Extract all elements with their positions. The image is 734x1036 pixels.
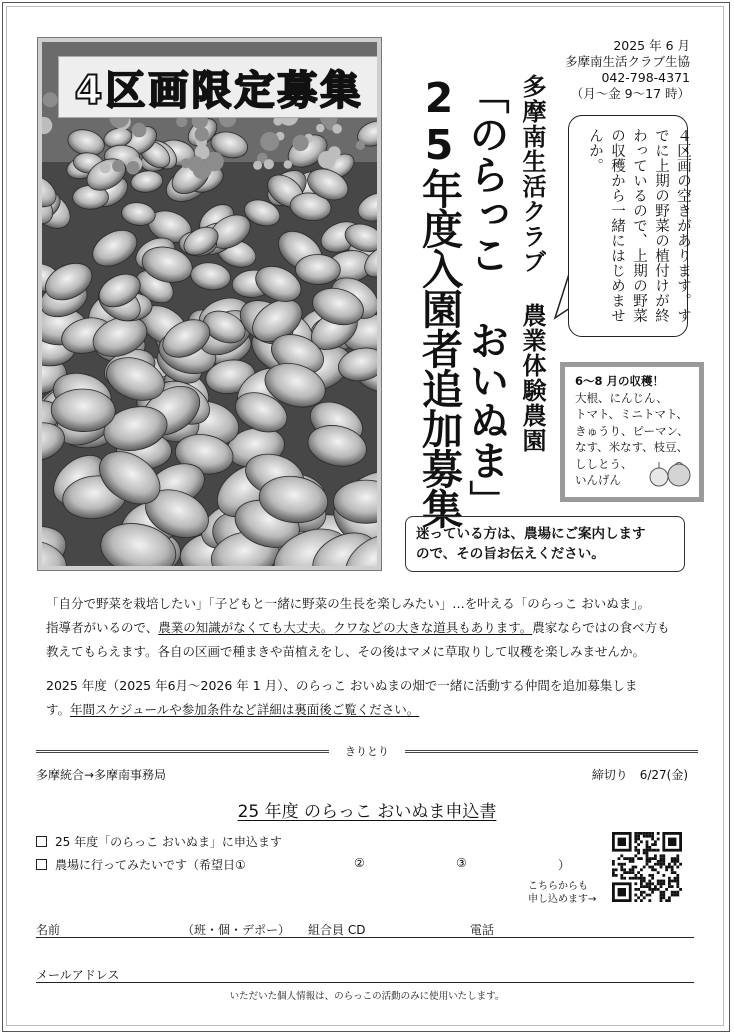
contact-org: 多摩南生活クラブ生協 [564,54,690,69]
leaf-shape [132,123,147,138]
visit-close-paren: ） [558,858,571,872]
leaf-shape [332,124,342,134]
leaf-shape [293,135,309,151]
leaf-shape [188,156,204,172]
qr-note-line-2: 申し込めます→ [528,894,597,905]
period-line-1: 2025 年度（2025 年6月～2026 年 1 月）、のらっこ おいぬまの畑で一緒に活動する仲間を追加募集しま [46,678,638,693]
type-label: （班・個・デポー） [182,923,291,937]
leaf-shape [43,92,58,107]
name-field-row[interactable] [36,921,694,938]
leaf-shape [112,160,124,172]
apply-check-row[interactable] [36,833,282,850]
harvest-line: トマト、ミニトマト、 [575,407,688,421]
guide-line-1: 迷っている方は、農場にご案内します [416,526,646,542]
visit-date-2: ② [354,856,365,870]
field-photo [38,38,381,570]
harvest-title: 6～8 月の収穫！ [575,374,665,388]
leaf-shape [195,127,209,141]
leaf-shape [100,163,111,174]
harvest-line: 大根、にんじん、 [575,390,668,405]
recruit-title: 25年度入園者追加募集 [415,74,463,528]
period-line-2 [46,698,706,722]
guide-box [405,516,685,572]
leaf-shape [318,151,336,169]
harvest-line: いんげん [575,473,621,487]
qr-code-icon[interactable] [612,832,682,902]
visit-check-row[interactable] [36,856,576,873]
intro-text: 指導者がいるので、 [46,620,159,635]
intro-line-1: 「自分で野菜を栽培したい」「子どもと一緒に野菜の生長を楽しみたい」…を叶える「のらっこ おいぬま」。 [46,596,650,611]
email-label: メールアドレス [36,968,120,982]
name-label: 名前 [36,923,61,937]
intro-highlight: 農業の知識がなくても大丈夫。 [158,620,334,635]
vegetable-field-illustration [42,42,377,566]
cut-dash-right [405,750,698,753]
cut-line [36,743,698,759]
harvest-line: きゅうり、ピーマン、 [575,423,689,438]
apply-checkbox[interactable] [36,836,47,847]
leaf-shape [264,159,274,169]
harvest-line: ししとう、 [575,456,633,471]
guide-line-2: ので、その旨お伝えください。 [416,546,605,562]
contact-info [565,38,690,102]
leaf-shape [284,160,292,168]
member-cd-label: 組合員 CD [308,923,366,937]
bubble-text: ４区画の空きがあります。すでに上期の野菜の植付けが終わっているので、上期の野菜の収穫から一緒にはじめませんか。 [587,128,691,323]
leaf-shape [253,161,262,170]
apply-check-label: 25 年度「のらっこ おいぬま」に申込ます [55,835,282,849]
cut-dash-left [36,750,329,753]
period-text: す。 [46,702,71,717]
qr-note [528,880,596,906]
intro-paragraph [46,592,706,664]
privacy-note: いただいた個人情報は、のらっこの活動のみに使用いたします。 [229,991,505,1002]
intro-line-2 [46,616,706,640]
vegetable-icon [647,459,693,489]
leaf-shape [316,124,324,132]
visit-check-label: 農場に行ってみたいです（希望日① [55,858,246,872]
leaf-shape [126,161,139,174]
harvest-box [560,362,704,502]
intro-highlight: クワなどの大きな道具もあります。 [333,620,533,635]
qr-note-line-1: こちらからも [528,881,588,892]
tel-label: 電話 [470,923,495,937]
leaf-shape [295,254,341,285]
badge-text: 4区画限定募集 [74,67,364,114]
leaf-shape [356,141,365,150]
cut-label: きりとり [345,745,389,758]
contact-hours: （月～金 9～17 時） [570,86,690,101]
farm-name-title: 「のらっこ おいぬま」 [463,74,509,520]
org-farm-title: 多摩南生活クラブ 農業体験農園 [518,74,546,453]
deadline-label: 締切り 6/27(金) [591,768,688,782]
period-paragraph [46,674,706,722]
limited-badge [58,56,380,118]
visit-date-3: ③ [456,856,467,870]
form-title: 25 年度 のらっこ おいぬま申込書 [237,802,497,822]
route-label: 多摩統合→多摩南事務局 [36,768,167,782]
intro-line-3: 教えてもらえます。各自の区画で種まきや苗植えをし、その後はマメに草取りして収穫を楽しみませんか。 [46,644,646,659]
contact-phone: 042-798-4371 [601,70,690,85]
visit-checkbox[interactable] [36,859,47,870]
issue-date: 2025 年 6 月 [613,38,690,53]
period-highlight: 年間スケジュールや参加条件など詳細は裏面後ご覧ください。 [70,702,420,717]
leaf-shape [260,132,279,151]
email-field-row[interactable] [36,966,694,983]
intro-text: 農家ならではの食べ方も [532,620,670,635]
harvest-line: なす、米なす、枝豆、 [575,440,689,454]
